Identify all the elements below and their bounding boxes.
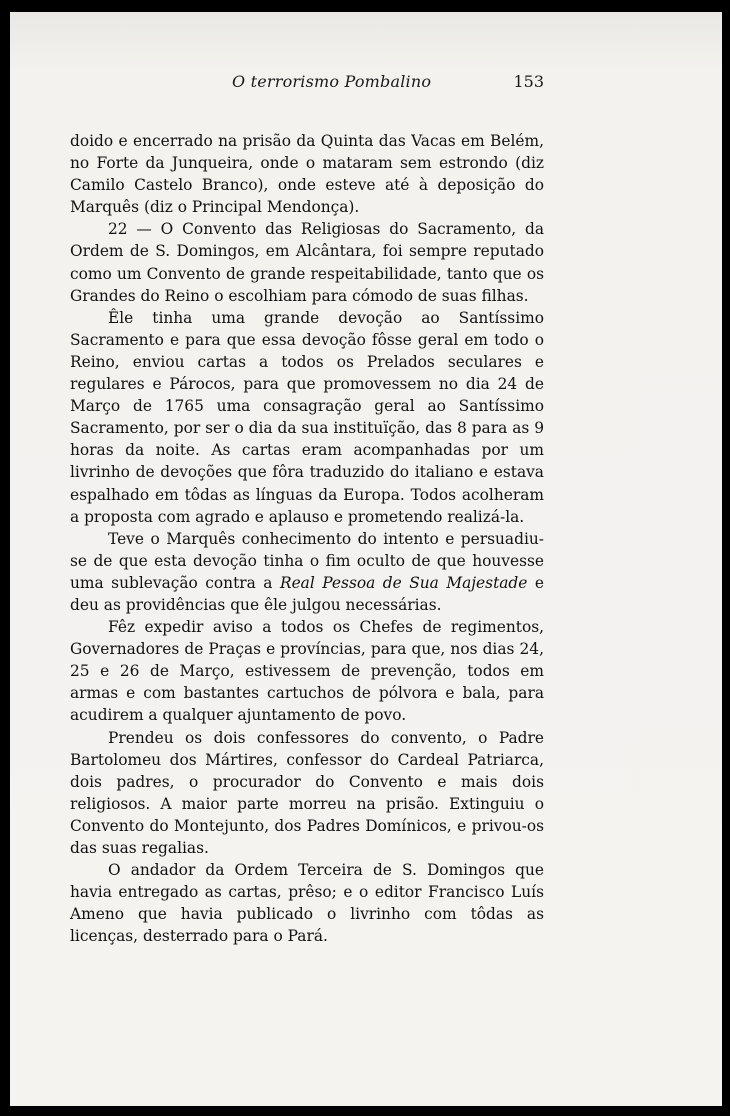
- paragraph-exile: O andador da Ordem Terceira de S. Domingos que havia entregado as cartas, prêso; e o editor Francisco Luís Ameno que havia publicado o livrinho com tôdas as licenças, desterrado para o Pará.: [70, 861, 544, 946]
- paragraph-devotion: Êle tinha uma grande devoção ao Santíssimo Sacramento e para que essa devoção fôsse geral em todo o Reino, enviou cartas a todos os Prelados seculares e regulares e Párocos, para que promovessem no dia 24 de Março de 1765 uma consagração geral ao Santíssimo Sacramento, por ser o dia da sua instituïção, das 8 para as 9 horas da noite. As cartas eram acompanhadas por um livrinho de devoções que fôra traduzido do italiano e estava espalhado em tôdas as línguas da Europa. Todos acolheram a proposta com agrado e aplauso e prometendo realizá-la.: [70, 308, 544, 526]
- paragraph-marques-intent-end: e deu as providências que êle julgou necessárias.: [70, 573, 544, 614]
- paragraph-continuation: doido e encerrado na prisão da Quinta das Vacas em Belém, no Forte da Junqueira, onde o mataram sem estrondo (diz Camilo Castelo Branco), onde esteve até à deposição do Marquês (diz o Principal Mendonça).: [70, 132, 544, 217]
- paragraph-arrests: Prendeu os dois confessores do convento, o Padre Bartolomeu dos Mártires, confessor do Cardeal Patriarca, dois padres, o procurador do Convento e mais dois religiosos. A maior parte morreu na prisão. Extinguiu o Convento do Montejunto, dos Padres Domínicos, e privou-os das suas regalias.: [70, 728, 544, 857]
- page-number: 153: [513, 72, 544, 91]
- body-text: [70, 130, 544, 947]
- page-header: [70, 72, 544, 96]
- paragraph-section-22: 22 — O Convento das Religiosas do Sacramento, da Ordem de S. Domingos, em Alcântara, foi sempre reputado como um Convento de grande respeitabilidade, tanto que os Grandes do Reino o escolhiam para cómodo de suas filhas.: [70, 220, 544, 305]
- running-title: O terrorismo Pombalino: [232, 72, 432, 91]
- paragraph-marques-intent: [70, 528, 544, 616]
- italic-royal-person: Real Pessoa de Sua Majestade: [279, 573, 528, 592]
- paragraph-orders: Fêz expedir aviso a todos os Chefes de regimentos, Governadores de Praças e províncias, para que, nos dias 24, 25 e 26 de Março, estivessem de prevenção, todos em armas e com bastantes cartuchos de pólvora e bala, para acudirem a qualquer ajuntamento de povo.: [70, 618, 544, 725]
- paragraph-marques-intent-start: Teve o Marquês conhecimento do intento e persuadiu-se de que esta devoção tinha o fim oculto de que houvesse uma sublevação contra a: [70, 529, 544, 592]
